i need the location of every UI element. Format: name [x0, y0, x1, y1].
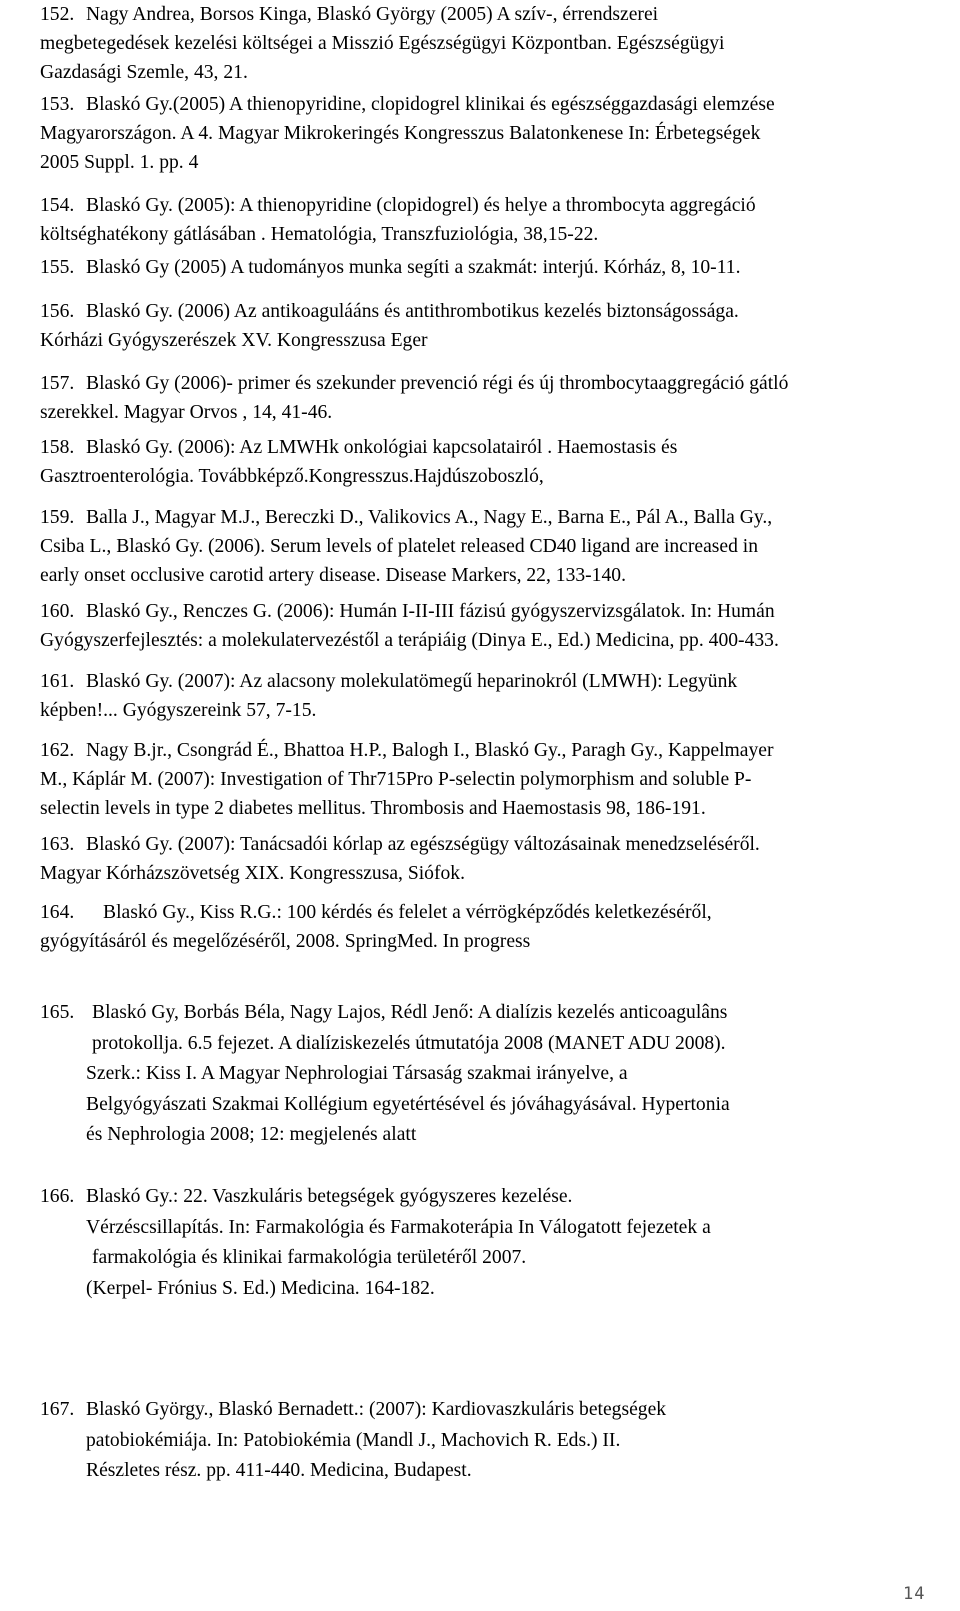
reference-text-line: Blaskó Gy, Borbás Béla, Nagy Lajos, Rédl Jenő: A dialízis kezelés anticoagulâns — [92, 1002, 728, 1023]
reference-number: 152. — [40, 4, 75, 25]
reference-number: 164. — [40, 902, 75, 923]
reference-text-line: Nagy Andrea, Borsos Kinga, Blaskó György (2005) A szív-, érrendszerei — [86, 4, 659, 25]
reference-text-line: Blaskó Gy. (2007): Tanácsadói kórlap az egészségügy változásainak menedzseléséről. — [86, 834, 760, 855]
reference-text-line: képben!... Gyógyszereink 57, 7-15. — [40, 700, 317, 721]
reference-number: 160. — [40, 601, 75, 622]
reference-text-line: early onset occlusive carotid artery disease. Disease Markers, 22, 133-140. — [40, 565, 626, 586]
reference-number: 153. — [40, 94, 75, 115]
reference-text-line: Gazdasági Szemle, 43, 21. — [40, 62, 248, 83]
reference-number: 159. — [40, 507, 75, 528]
reference-text-line: gyógyításáról és megelőzéséről, 2008. SpringMed. In progress — [40, 931, 531, 952]
reference-text-line: Vérzéscsillapítás. In: Farmakológia és Farmakoterápia In Válogatott fejezetek a — [86, 1216, 711, 1238]
reference-text-line: 2005 Suppl. 1. pp. 4 — [40, 152, 199, 173]
reference-text-line: Csiba L., Blaskó Gy. (2006). Serum levels of platelet released CD40 ligand are increased in — [40, 536, 759, 557]
reference-text-line: Részletes rész. pp. 411-440. Medicina, Budapest. — [86, 1460, 472, 1481]
reference-number: 162. — [40, 740, 75, 761]
reference-text-line: Blaskó György., Blaskó Bernadett.: (2007): Kardiovaszkuláris betegségek — [86, 1399, 667, 1420]
reference-number: 165. — [40, 1002, 75, 1023]
reference-number: 163. — [40, 834, 75, 855]
reference-text-line: Kórházi Gyógyszerészek XV. Kongresszusa Eger — [40, 330, 428, 351]
reference-number: 156. — [40, 301, 75, 322]
reference-text-line: Blaskó Gy. (2005): A thienopyridine (clopidogrel) és helye a thrombocyta aggregáció — [86, 195, 756, 216]
reference-text-line: megbetegedések kezelési költségei a Misszió Egészségügyi Központban. Egészségügyi — [40, 33, 725, 54]
reference-text-line: Blaskó Gy.(2005) A thienopyridine, clopidogrel klinikai és egészséggazdasági elemzése — [86, 94, 775, 115]
reference-text-line: Szerk.: Kiss I. A Magyar Nephrologiai Társaság szakmai irányelve, a — [86, 1063, 628, 1084]
reference-text-line: Blaskó Gy. (2007): Az alacsony molekulatömegű heparinokról (LMWH): Legyünk — [86, 671, 738, 692]
reference-text-line: (Kerpel- Frónius S. Ed.) Medicina. 164-182. — [86, 1277, 435, 1299]
reference-text-line: és Nephrologia 2008; 12: megjelenés alatt — [86, 1124, 417, 1145]
reference-text-line: Magyar Kórházszövetség XIX. Kongresszusa, Siófok. — [40, 863, 465, 884]
reference-text-line: Blaskó Gy. (2006): Az LMWHk onkológiai kapcsolatairól . Haemostasis és — [86, 437, 678, 458]
reference-text-line: Blaskó Gy., Kiss R.G.: 100 kérdés és felelet a vérrögképződés keletkezéséről, — [103, 902, 712, 923]
reference-text-line: patobiokémiája. In: Patobiokémia (Mandl J., Machovich R. Eds.) II. — [86, 1429, 621, 1451]
reference-number: 158. — [40, 437, 75, 458]
reference-text-line: Blaskó Gy (2006)- primer és szekunder prevenció régi és új thrombocytaaggregáció gátló — [86, 373, 789, 394]
reference-text-line: Magyarországon. A 4. Magyar Mikrokeringés Kongresszus Balatonkenese In: Érbetegségek — [40, 123, 761, 144]
reference-text-line: protokollja. 6.5 fejezet. A dialíziskezelés útmutatója 2008 (MANET ADU 2008). — [92, 1032, 726, 1054]
reference-number: 157. — [40, 373, 75, 394]
reference-text-line: Blaskó Gy (2005) A tudományos munka segíti a szakmát: interjú. Kórház, 8, 10-11. — [86, 257, 741, 278]
reference-number: 155. — [40, 257, 75, 278]
reference-text-line: szerekkel. Magyar Orvos , 14, 41-46. — [40, 402, 333, 423]
reference-number: 166. — [40, 1186, 75, 1207]
reference-text-line: Gasztroenterológia. Továbbképző.Kongresszus.Hajdúszoboszló, — [40, 466, 544, 487]
reference-text-line: selectin levels in type 2 diabetes mellitus. Thrombosis and Haemostasis 98, 186-191. — [40, 798, 706, 819]
reference-text-line: költséghatékony gátlásában . Hematológia, Transzfuziológia, 38,15-22. — [40, 224, 599, 245]
reference-text-line: Blaskó Gy. (2006) Az antikoagulááns és antithrombotikus kezelés biztonságossága. — [86, 301, 739, 322]
reference-number: 167. — [40, 1399, 75, 1420]
reference-number: 154. — [40, 195, 75, 216]
reference-text-line: Nagy B.jr., Csongrád É., Bhattoa H.P., Balogh I., Blaskó Gy., Paragh Gy., Kappelmayer — [86, 740, 774, 761]
reference-text-line: M., Káplár M. (2007): Investigation of Thr715Pro P-selectin polymorphism and soluble P- — [40, 769, 752, 790]
reference-text-line: Blaskó Gy., Renczes G. (2006): Humán I-II-III fázisú gyógyszervizsgálatok. In: Humán — [86, 601, 775, 622]
reference-text-line: Balla J., Magyar M.J., Bereczki D., Valikovics A., Nagy E., Barna E., Pál A., Balla Gy., — [86, 507, 773, 528]
page-number: 14 — [903, 1584, 926, 1604]
reference-number: 161. — [40, 671, 75, 692]
reference-text-line: Gyógyszerfejlesztés: a molekulatervezéstől a terápiáig (Dinya E., Ed.) Medicina, pp. 400-433. — [40, 630, 779, 651]
reference-text-line: farmakológia és klinikai farmakológia területéről 2007. — [92, 1247, 527, 1268]
reference-text-line: Belgyógyászati Szakmai Kollégium egyetértésével és jóváhagyásával. Hypertonia — [86, 1093, 730, 1115]
reference-text-line: Blaskó Gy.: 22. Vaszkuláris betegségek gyógyszeres kezelése. — [86, 1186, 573, 1207]
